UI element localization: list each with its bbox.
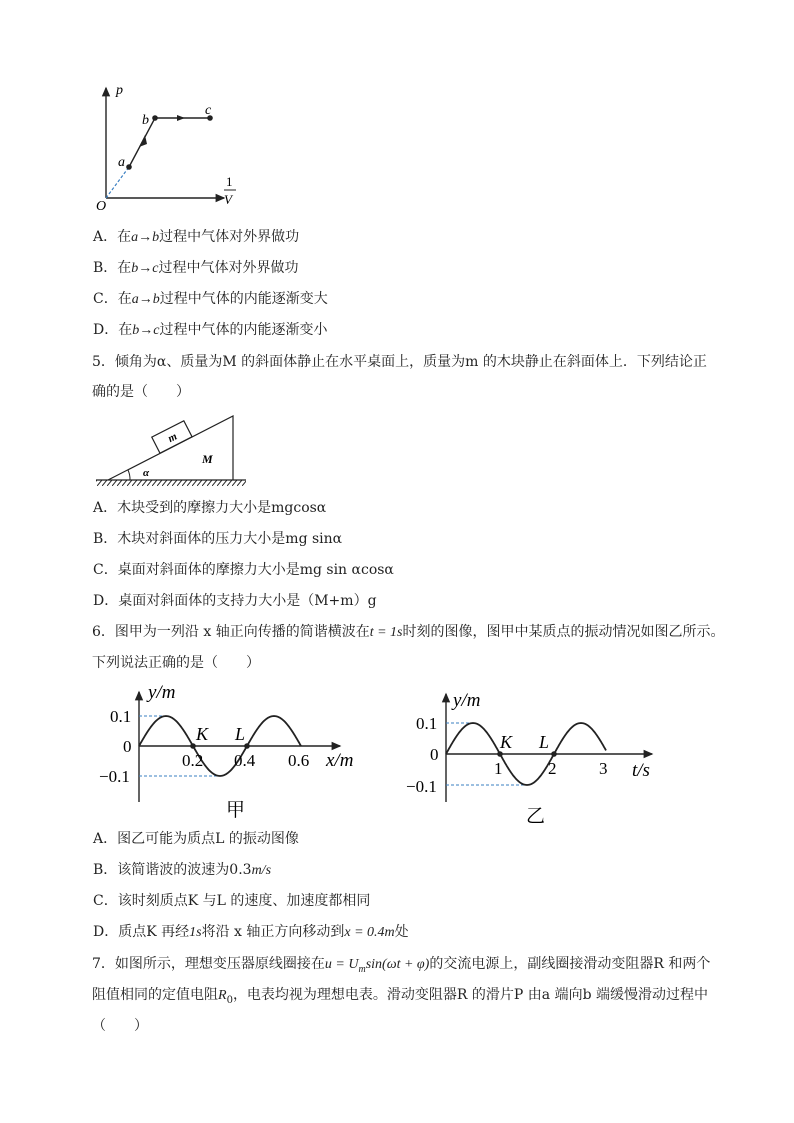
label-p: p [116,83,123,98]
yi-tick-2: 2 [548,759,557,778]
q5-option-c[interactable]: C．桌面对斜面体的摩擦力大小是mg sin αcosα [93,562,394,578]
q6-option-b[interactable]: B．该简谐波的波速为0.3m/s [93,862,272,878]
label-o: O [96,199,107,214]
jia-tick-3: 0.6 [288,751,310,770]
wave-graph-jia [92,680,392,825]
point-b [152,115,158,121]
q6-stem-line1: 6．图甲为一列沿 x 轴正向传播的简谐横波在t = 1s时刻的图像，图甲中某质点的振动情况如图乙所示。 [92,624,725,640]
yi-y-bottom: −0.1 [406,777,437,796]
q7-stem-line3: （ ） [92,1018,148,1034]
label-c: c [205,103,212,118]
q5-option-a[interactable]: A．木块受到的摩擦力大小是mgcosα [93,500,327,516]
jia-tick-2: 0.4 [234,751,256,770]
yi-xlabel: t/s [632,760,650,781]
yi-y-zero: 0 [430,745,439,764]
q4-option-b[interactable]: B．在b→c过程中气体对外界做功 [93,260,299,276]
yi-tick-1: 1 [494,759,503,778]
jia-point-l [244,743,250,749]
jia-y-top: 0.1 [110,707,132,726]
label-alpha: α [143,467,150,479]
jia-label-k: K [196,724,209,744]
yi-point-l [551,751,557,757]
q6-option-c[interactable]: C．该时刻质点K 与L 的速度、加速度都相同 [93,893,371,909]
q6-option-a[interactable]: A．图乙可能为质点L 的振动图像 [93,831,299,847]
jia-xlabel: x/m [326,750,354,771]
pv-diagram [92,78,242,218]
jia-ylabel: y/m [148,682,176,703]
yi-label-l: L [539,732,550,752]
jia-label-l: L [235,724,246,744]
label-M: M [202,452,213,466]
point-a [126,164,132,170]
dashed-extension [106,167,129,198]
q6-option-d[interactable]: D．质点K 再经1s将沿 x 轴正方向移动到x = 0.4m处 [93,924,409,940]
vibration-graph-yi [400,688,670,828]
q5-option-b[interactable]: B．木块对斜面体的压力大小是mg sinα [93,531,343,547]
bc-arrow [177,115,185,121]
label-m: m [166,430,180,446]
label-inv-v-num: 1 [226,174,233,189]
jia-y-zero: 0 [123,737,132,756]
q7-stem-line1: 7．如图所示，理想变压器原线圈接在$u = U_m\sin(\omega t + \varphi)$的交流电源上，副线圈接滑动变阻器R 和两个 [92,956,711,975]
q6-stem-line2: 下列说法正确的是（ ） [92,655,260,671]
incline-diagram [92,408,252,493]
yi-y-top: 0.1 [416,714,438,733]
q4-option-d[interactable]: D．在b→c过程中气体的内能逐渐变小 [93,322,328,338]
jia-caption: 甲 [226,800,246,821]
yi-point-k [497,751,503,757]
angle-arc [128,470,130,480]
label-a: a [118,155,125,170]
jia-tick-1: 0.2 [182,751,204,770]
yi-ylabel: y/m [453,690,481,711]
label-b: b [142,113,149,128]
q4-option-c[interactable]: C．在a→b过程中气体的内能逐渐变大 [93,291,328,307]
q5-stem-line2: 确的是（ ） [92,384,190,400]
jia-point-k [190,743,196,749]
q5-option-d[interactable]: D．桌面对斜面体的支持力大小是（M+m）g [93,593,377,609]
q7-stem-line2: 阻值相同的定值电阻$R_0$，电表均视为理想电表。滑动变阻器R 的滑片P 由a 端向b 端缓慢滑动过程中 [92,987,709,1006]
yi-caption: 乙 [526,806,546,827]
table-hatching [96,480,246,486]
label-inv-v-den: V [224,192,232,207]
q4-option-a[interactable]: A．在a→b过程中气体对外界做功 [93,229,300,245]
jia-y-bottom: −0.1 [99,767,130,786]
yi-label-k: K [500,732,513,752]
yi-tick-3: 3 [599,759,608,778]
q5-stem-line1: 5．倾角为α、质量为M 的斜面体静止在水平桌面上，质量为m 的木块静止在斜面体上．下列结论正 [92,354,707,370]
